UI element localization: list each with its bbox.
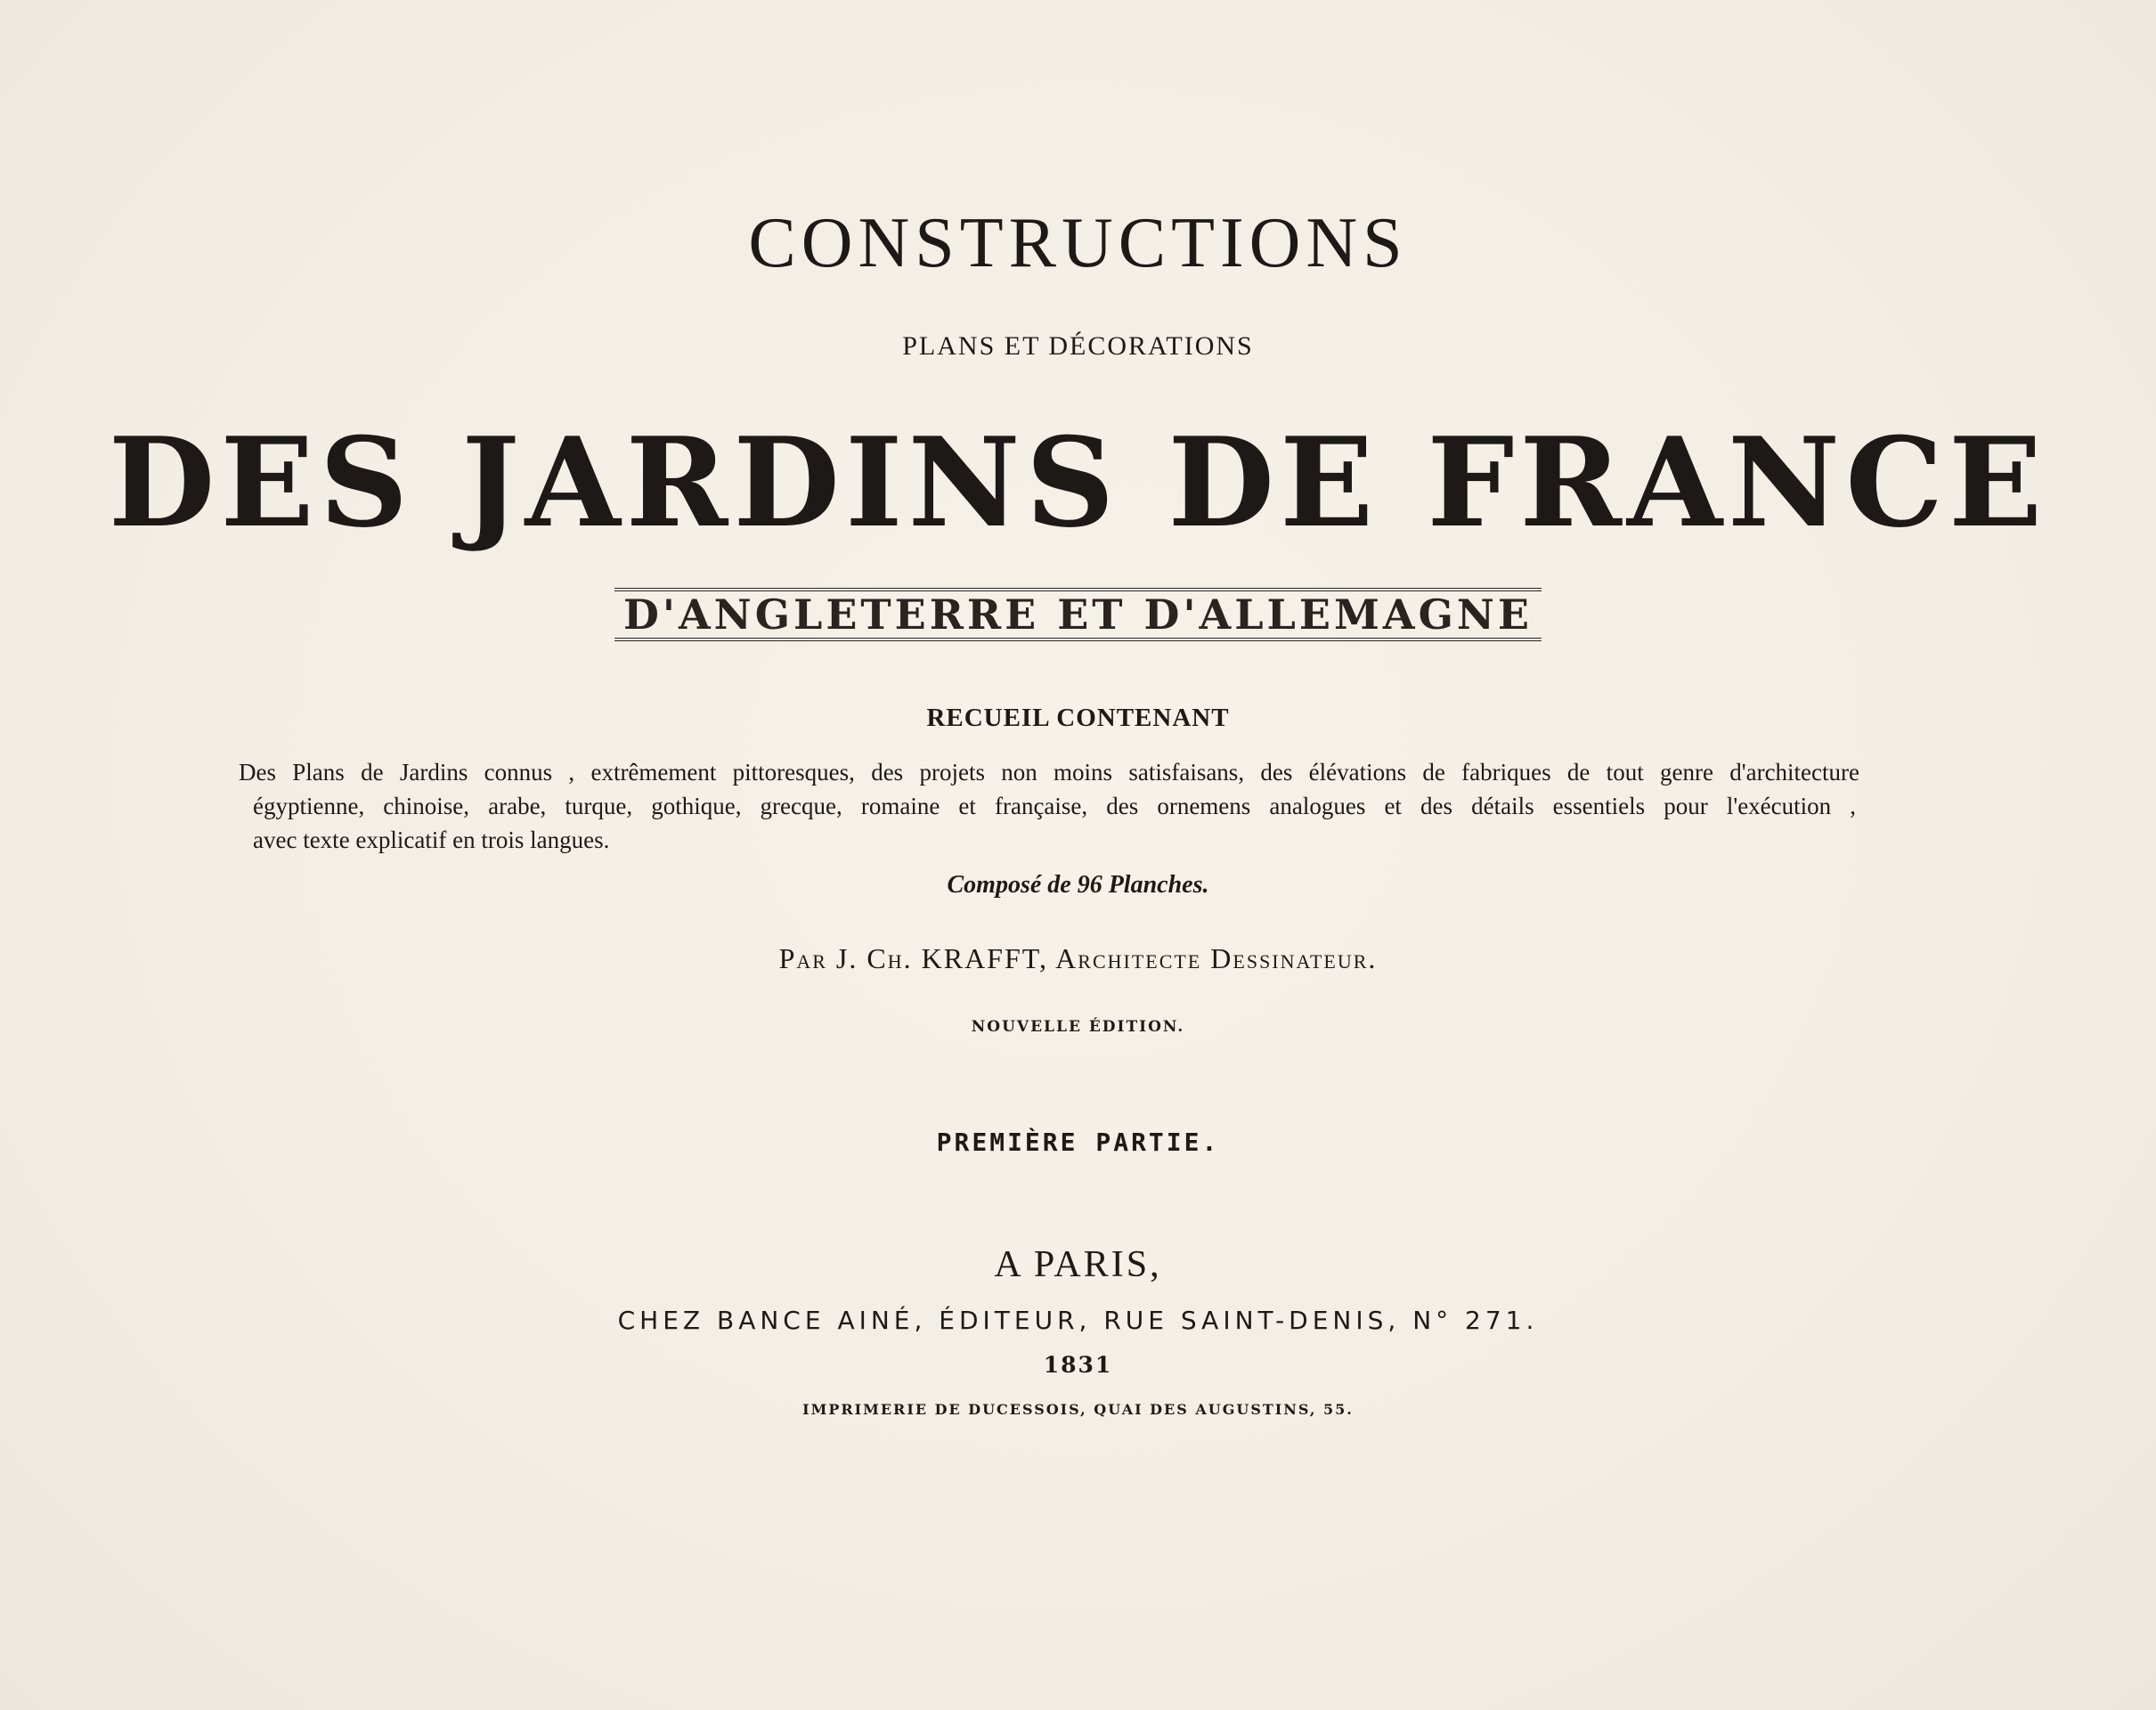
heading-subtitle xyxy=(0,588,2156,641)
heading-constructions: CONSTRUCTIONS xyxy=(748,204,1408,282)
description-line-2: égyptienne, chinoise, arabe, turque, gothique, grecque, romaine et française, des ornemens analogues et des détails essentiels pour l'exécution , xyxy=(253,793,1856,819)
printer-line: IMPRIMERIE DE DUCESSOIS, QUAI DES AUGUSTINS, 55. xyxy=(802,1401,1354,1418)
publisher-line: CHEZ BANCE AINÉ, ÉDITEUR, RUE SAINT-DENIS, N° 271. xyxy=(617,1306,1539,1335)
edition-line: NOUVELLE ÉDITION. xyxy=(971,1018,1185,1036)
heading-main-title: DES JARDINS DE FRANCE xyxy=(108,410,2048,555)
author-line: Par J. Ch. KRAFFT, Architecte Dessinateur. xyxy=(778,942,1378,974)
heading-subtitle-text: D'ANGLETERRE ET D'ALLEMAGNE xyxy=(614,588,1542,641)
recueil-heading: RECUEIL CONTENANT xyxy=(926,704,1230,732)
heading-plans: PLANS ET DÉCORATIONS xyxy=(902,331,1254,361)
plates-count: Composé de 96 Planches. xyxy=(947,871,1209,899)
description-line-1: Des Plans de Jardins connus , extrêmement pittoresques, des projets non moins satisfaisans, des élévations de fabriques de tout genre d'architecture xyxy=(239,759,1859,786)
description-paragraph xyxy=(239,755,1859,857)
part-line: PREMIÈRE PARTIE. xyxy=(936,1128,1220,1157)
place-line: A PARIS, xyxy=(994,1244,1162,1285)
year-line: 1831 xyxy=(1043,1352,1113,1378)
description-line-3: avec texte explicatif en trois langues. xyxy=(253,826,610,853)
